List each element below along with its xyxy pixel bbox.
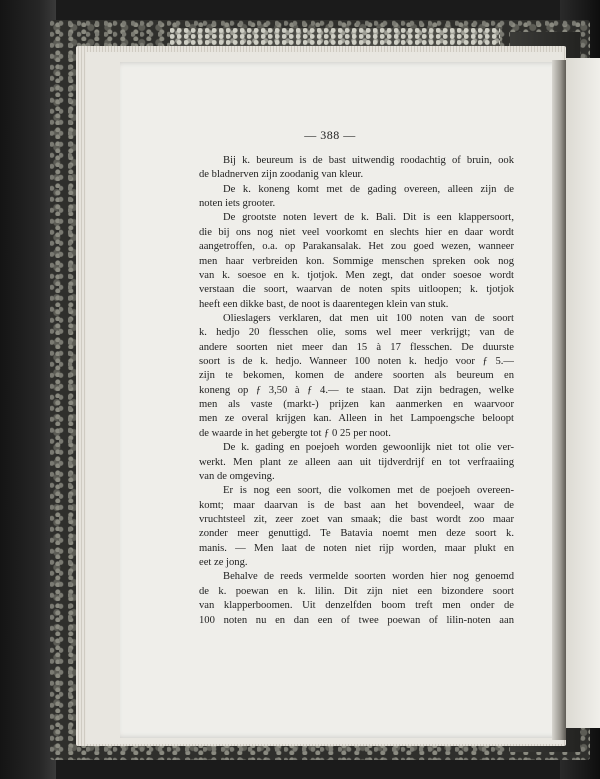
text-line: De k. koneng komt met de gading overeen, alleen zijn de [223, 183, 514, 195]
text-line: manis. — Men laat de noten niet rijp worden, maar plukt en [199, 542, 514, 554]
text-line: eet ze jong. [199, 557, 248, 569]
text-line: k. hedjo 20 flesschen olie, soms wel meer verkrijgt; van de [199, 327, 514, 339]
facing-page [566, 58, 600, 728]
body-text [199, 154, 514, 628]
text-line: Bij k. beureum is de bast uitwendig roodachtig of bruin, ook [223, 155, 514, 166]
text-line: van klapperboomen. Uit denzelfden boom treft men onder de [199, 600, 514, 612]
text-line: Er is nog een soort, die volkomen met de poejoeh overeen- [223, 485, 514, 497]
text-line: men haar verbreiden kon. Sommige menschen spreken ook nog [199, 255, 514, 267]
text-line: De k. gading en poejoeh worden gewoonlijk niet tot olie ver- [223, 442, 514, 454]
text-line: aangetroffen, o.a. op Parakansalak. Het zou goed wezen, wanneer [199, 241, 514, 253]
text-line: andere soorten niet meer dan 15 à 17 flesschen. De duurste [199, 341, 514, 353]
text-line: de k. poewan en k. lilin. Dit zijn niet een bizondere soort [199, 585, 514, 597]
text-line: zonder meer genuttigd. Te Batavia noemt men deze soort k. [199, 528, 514, 540]
page-gutter [552, 60, 566, 740]
text-line: De grootste noten levert de k. Bali. Dit is een klappersoort, [223, 212, 514, 224]
text-line: vruchtsteel zit, zeer zoet van smaak; die bast wordt zoo maar [199, 513, 514, 525]
text-line: noten iets grooter. [199, 198, 276, 210]
text-line: heeft een dikke bast, de noot is daarentegen klein van stuk. [199, 298, 449, 310]
text-line: werkt. Men plant ze alleen aan uit tijdverdrijf en tot verfraaiing [199, 456, 514, 468]
text-line: van de omgeving. [199, 470, 275, 482]
text-line: komt; maar daarvan is de bast aan het bovendeel, waar de [199, 499, 514, 511]
text-line: zijn te bekomen, komen de andere soorten als beureum en [199, 370, 514, 382]
text-line: soort is de k. hedjo. Wanneer 100 noten k. hedjo voor ƒ 5.— [199, 356, 514, 368]
text-line: de waarde in het gebergte tot ƒ 0 25 per noot. [199, 427, 391, 439]
text-line: Olieslagers verklaren, dat men uit 100 noten van de soort [223, 312, 514, 324]
text-line: koneng op ƒ 3,50 à ƒ 4.— te staan. Dat zijn bedragen, welke [199, 384, 514, 396]
background-left [0, 0, 56, 779]
text-line: die bij ons nog niet veel voorkomt en slechts hier en daar wordt [199, 226, 514, 238]
text-line: van k. soesoe en k. tjotjok. Men zegt, dat onder soesoe wordt [199, 269, 514, 281]
text-line: Behalve de reeds vermelde soorten worden hier nog genoemd [223, 571, 514, 583]
text-line: de bladnerven zijn zoodanig van kleur. [199, 169, 364, 181]
text-line: verstaan die soort, waarvan de noten spits uitloopen; k. tjotjok [199, 284, 514, 296]
text-line: men als vaste (markt-) prijzen kan aanmerken en waarvoor [199, 399, 514, 411]
page-number: — 388 — [304, 128, 356, 142]
text-line: men ze overal krijgen kan. Alleen in het Lampoengsche beloopt [199, 413, 514, 425]
text-line: 100 noten nu en dan een of twee poewan of lilin-noten aan [199, 614, 514, 626]
marbled-cover-edge [170, 28, 500, 46]
